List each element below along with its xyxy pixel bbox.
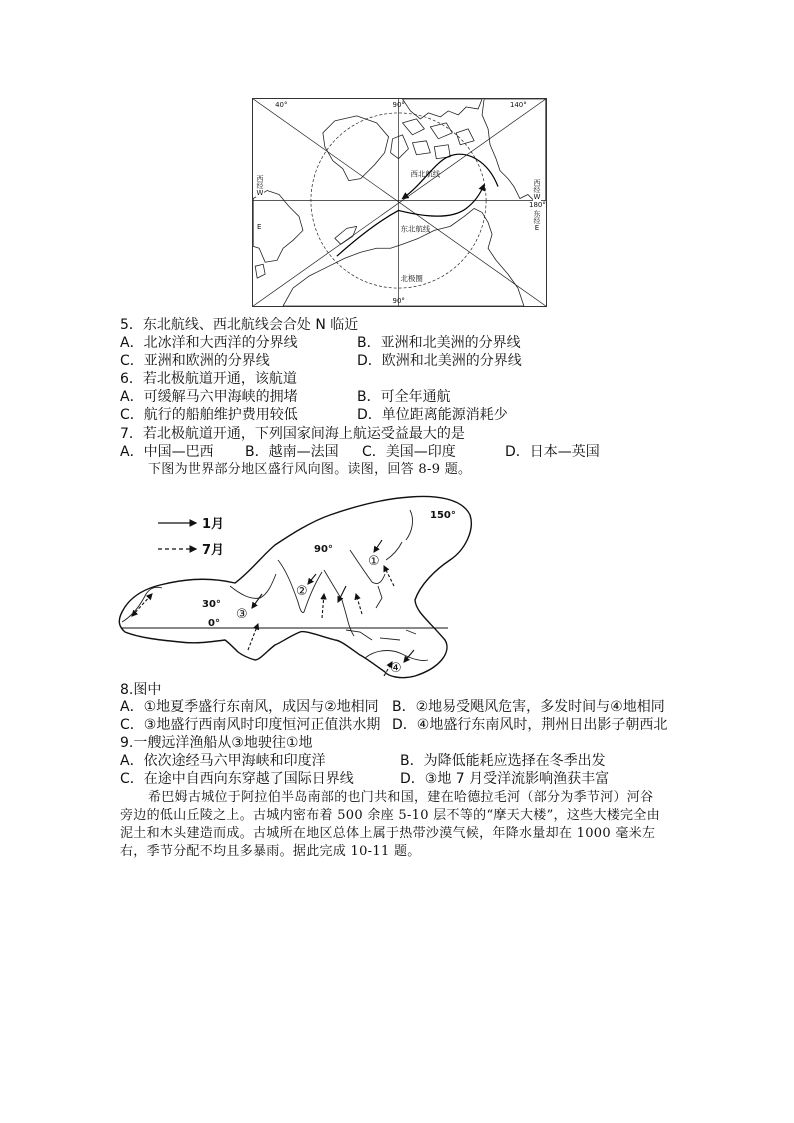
- passage-line: 希巴姆古城位于阿拉伯半岛南部的也门共和国，建在哈德拉毛河（部分为季节河）河谷: [148, 790, 654, 805]
- lat-0-label: 0°: [208, 618, 220, 629]
- q5-option-a: A．北冰洋和大西洋的分界线: [120, 335, 298, 351]
- lon-40-label: 40°: [275, 100, 288, 109]
- point-2-marker: ②: [296, 584, 308, 599]
- wind-map-intro: 下图为世界部分地区盛行风向图。读图，回答 8-9 题。: [148, 462, 472, 477]
- q6-option-d: D．单位距离能源消耗少: [357, 407, 508, 423]
- q8-option-b: B．②地易受飓风危害，多发时间与④地相同: [392, 699, 665, 715]
- q9-option-a: A．依次途经马六甲海峡和印度洋: [120, 753, 326, 769]
- northwest-route-label: 西北航线: [410, 169, 441, 179]
- right-east-longitude-label: 东经E: [533, 210, 541, 232]
- wind-map-svg: [110, 490, 480, 682]
- q8-stem: 8.图中: [120, 682, 162, 698]
- passage-line: 右，季节分配不均且多暴雨。据此完成 10-11 题。: [120, 844, 421, 859]
- q7-option-a: A．中国—巴西: [120, 444, 214, 460]
- q7-option-c: C．美国—印度: [362, 444, 456, 460]
- lon-140-label: 140°: [509, 100, 527, 109]
- q7-stem: 7．若北极航道开通，下列国家间海上航运受益最大的是: [120, 426, 465, 442]
- arctic-island: [430, 123, 452, 139]
- q5-option-b: B．亚洲和北美洲的分界线: [357, 335, 521, 351]
- arctic-island: [402, 119, 424, 135]
- left-east-longitude-label: E: [257, 223, 262, 231]
- q7-option-b: B．越南—法国: [245, 444, 339, 460]
- arctic-circle-label: 北极圈: [400, 274, 423, 284]
- lon-150-label: 150°: [430, 510, 456, 521]
- q6-stem: 6．若北极航道开通，该航道: [120, 371, 297, 387]
- q9-option-b: B．为降低能耗应选择在冬季出发: [400, 753, 606, 769]
- northeast-route-label: 东北航线: [400, 224, 431, 234]
- legend-january-label: 1月: [202, 517, 225, 532]
- lon-180-label: 180°: [529, 201, 546, 209]
- legend-july-label: 7月: [202, 543, 225, 558]
- prevailing-wind-map: [110, 490, 480, 682]
- q8-option-c: C．③地盛行西南风时印度恒河正值洪水期: [120, 717, 381, 733]
- passage-line: 泥土和木头建造而成。古城所在地区总体上属于热带沙漠气候，年降水量却在 1000 毫米左: [120, 826, 656, 841]
- q9-stem: 9.一艘远洋渔船从③地驶往①地: [120, 735, 313, 751]
- q7-option-d: D．日本—英国: [505, 444, 600, 460]
- british-isles: [255, 264, 265, 278]
- q5-stem: 5．东北航线、西北航线会合处 N 临近: [120, 317, 359, 333]
- siberia-land: [283, 208, 524, 306]
- baffin-island: [391, 135, 409, 159]
- q6-option-c: C．航行的船舶维护费用较低: [120, 407, 298, 423]
- lat-30-label: 30°: [202, 599, 221, 610]
- passage-line: 旁边的低山丘陵之上。古城内密布着 500 余座 5-10 层不等的“摩天大楼”，这些大楼完全由: [120, 808, 660, 823]
- q9-option-d: D．③地 7 月受洋流影响渔获丰富: [400, 771, 610, 787]
- q6-option-b: B．可全年通航: [357, 389, 451, 405]
- canada-mainland: [402, 99, 482, 119]
- q9-option-c: C．在途中自西向东穿越了国际日界线: [120, 771, 354, 787]
- lon-90-top-label: 90°: [392, 100, 405, 109]
- left-west-longitude-label: 西经W: [256, 175, 264, 197]
- q6-option-a: A．可缓解马六甲海峡的拥堵: [120, 389, 298, 405]
- lon-90-bottom-label: 90°: [392, 297, 405, 306]
- arctic-route-map: [252, 98, 547, 307]
- q8-option-a: A．①地夏季盛行东南风，成因与②地相同: [120, 699, 379, 715]
- q5-option-d: D．欧洲和北美洲的分界线: [357, 353, 522, 369]
- arctic-island: [412, 141, 430, 155]
- q8-option-d: D．④地盛行东南风时，荆州日出影子朝西北: [392, 717, 668, 733]
- q5-option-c: C．亚洲和欧洲的分界线: [120, 353, 270, 369]
- lon-90-label: 90°: [314, 544, 333, 555]
- point-4-marker: ④: [390, 661, 402, 676]
- arctic-map-svg: [253, 99, 546, 306]
- point-3-marker: ③: [236, 607, 248, 622]
- right-west-longitude-label: 西经W: [533, 179, 541, 201]
- greenland-land: [323, 116, 389, 181]
- point-1-marker: ①: [368, 554, 380, 569]
